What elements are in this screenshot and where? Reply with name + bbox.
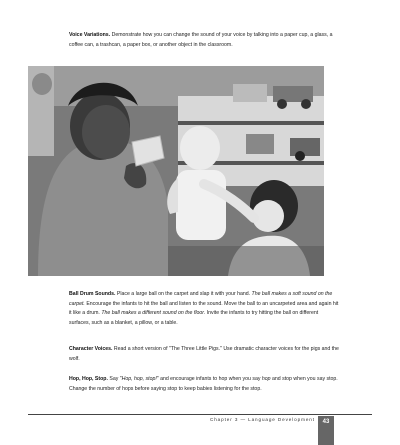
hop-hop-stop-heading: Hop, Hop, Stop. bbox=[69, 376, 108, 382]
ball-drum-sounds-italic-b: The ball makes a different sound on the floor. bbox=[101, 310, 206, 317]
photo-illustration bbox=[28, 66, 324, 276]
hop-hop-stop-text-c: and stop when you say stop. Change the number of hops before saying stop to keep babies listening for the stop. bbox=[69, 376, 338, 392]
footer-divider bbox=[28, 414, 372, 415]
footer-chapter-title: Chapter 3 — Language Development bbox=[210, 417, 315, 422]
hop-hop-stop-text-b: " and encourage infants to hop when you say bbox=[156, 376, 261, 382]
voice-variations-paragraph bbox=[69, 31, 339, 50]
ball-drum-sounds-heading: Ball Drum Sounds. bbox=[69, 291, 116, 297]
character-voices-paragraph bbox=[69, 345, 339, 364]
character-voices-text: Read a short version of "The Three Little Pigs." Use dramatic character voices for the pigs and the wolf. bbox=[69, 346, 339, 362]
character-voices-heading: Character Voices. bbox=[69, 346, 113, 352]
hop-hop-stop-paragraph bbox=[69, 375, 339, 394]
ball-drum-sounds-text-b: Encourage the infants to hit the ball and listen to the sound. Move the ball to an uncarpeted area and again hit it like a drum. bbox=[69, 300, 339, 317]
voice-variations-heading: Voice Variations. bbox=[69, 32, 111, 38]
ball-drum-sounds-paragraph bbox=[69, 290, 339, 328]
ball-drum-sounds-text-c: Invite the infants to try hitting the ball on different surfaces, such as a blanket, a pillow, or a table. bbox=[69, 310, 319, 326]
page-number: 43 bbox=[318, 416, 334, 445]
hop-hop-stop-italic-b: hop bbox=[261, 376, 271, 382]
voice-variations-text: Demonstrate how you can change the sound of your voice by talking into a paper cup, a glass, a coffee can, a trashcan, a paper box, or another object in the classroom. bbox=[69, 32, 333, 48]
ball-drum-sounds-italic-a: The ball makes a soft sound on the carpet. bbox=[69, 291, 333, 307]
classroom-photo bbox=[28, 66, 324, 276]
hop-hop-stop-italic-a: Hop, hop, stop! bbox=[121, 376, 157, 382]
hop-hop-stop-text-a: Say " bbox=[109, 376, 122, 382]
ball-drum-sounds-text-a: Place a large ball on the carpet and slap it with your hand. bbox=[116, 291, 251, 297]
